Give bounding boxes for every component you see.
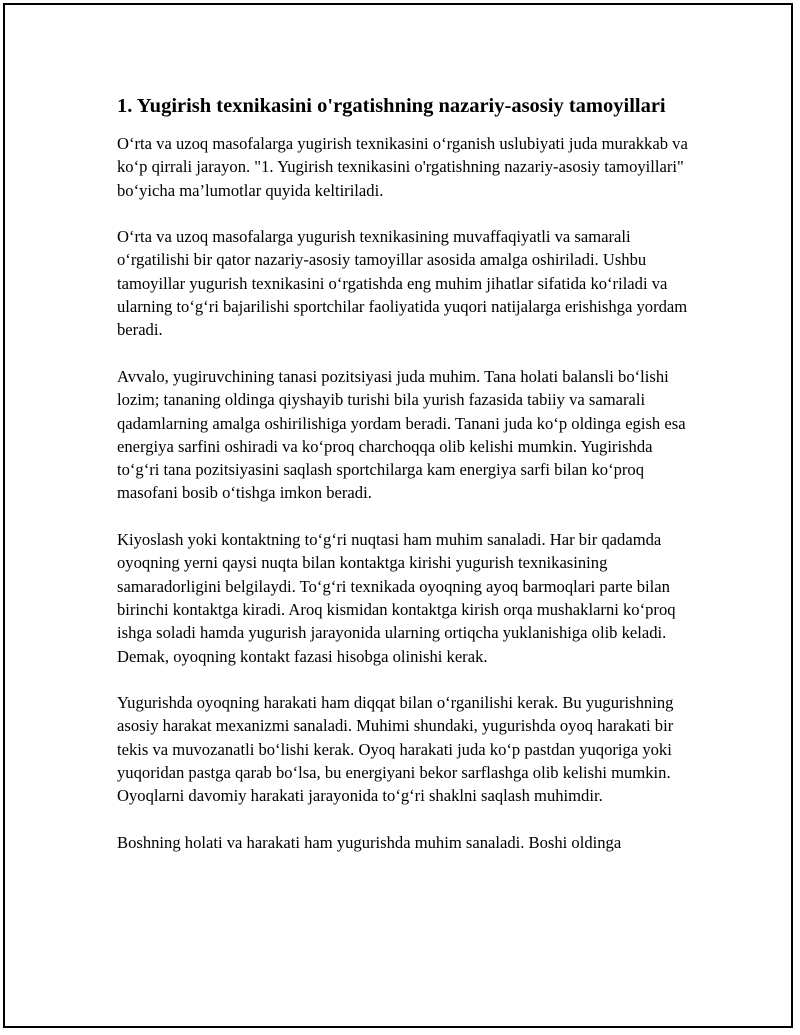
paragraph-contact-point: Kiyoslash yoki kontaktning to‘g‘ri nuqtasi ham muhim sanaladi. Har bir qadamda oyoqning yerni qaysi nuqta bilan kontaktga kirishi yugurish texnikasining samaradorligini belgilaydi. To‘g‘ri texnikada oyoqning ayoq barmoqlari parte bilan birinchi kontaktga kiradi. Aroq kismidan kontaktga kirish orqa mushaklarni ko‘proq ishga soladi hamda yugurish jarayonida ularning ortiqcha yuklanishiga olib keladi. Demak, oyoqning kontakt fazasi hisobga olinishi kerak. bbox=[117, 530, 676, 666]
paragraph-principles: O‘rta va uzoq masofalarga yugurish texnikasining muvaffaqiyatli va samarali o‘rgatilishi bir qator nazariy-asosiy tamoyillar asosida amalga oshiriladi. Ushbu tamoyillar yugurish texnikasini o‘rgatishda eng muhim jihatlar sifatida ko‘riladi va ularning to‘g‘ri bajarilishi sportchilar faoliyatida yuqori natijalarga erishishga yordam beradi. bbox=[117, 227, 688, 340]
paragraph-body-position: Avvalo, yugiruvchining tanasi pozitsiyasi juda muhim. Tana holati balansli bo‘lishi lozim; tananing oldinga qiyshayib turishi bila yurish fazasida tabiiy va samarali qadamlarning amalga oshirilishiga yordam beradi. Tanani juda ko‘p oldinga egish esa energiya sarfini oshiradi va ko‘proq charchoqqa olib kelishi mumkin. Yugirishda to‘g‘ri tana pozitsiyasini saqlash sportchilarga kam energiya sarfi bilan ko‘proq masofani bosib o‘tishga imkon beradi. bbox=[117, 366, 686, 503]
document-title: 1. Yugirish texnikasini o'rgatishning nazariy-asosiy tamoyillari bbox=[117, 95, 666, 117]
paragraph-intro: O‘rta va uzoq masofalarga yugirish texnikasini o‘rganish uslubiyati juda murakkab va ko‘p qirrali jarayon. "1. Yugirish texnikasini o'rgatishning nazariy-asosiy tamoyillari" bo‘yicha ma’lumotlar quyida keltiriladi. bbox=[117, 134, 688, 200]
paragraph-leg-movement: Yugurishda oyoqning harakati ham diqqat bilan o‘rganilishi kerak. Bu yugurishning asosiy harakat mexanizmi sanaladi. Muhimi shundaki, yugurishda oyoq harakati bir tekis va muvozanatli bo‘lishi kerak. Oyoq harakati juda ko‘p pastdan yuqoriga yoki yuqoridan pastga qarab bo‘lsa, bu energiyani bekor sarflashga olib kelishi mumkin. Oyoqlarni davomiy harakati jarayonida to‘g‘ri shaklni saqlash muhimdir. bbox=[117, 693, 674, 806]
paragraph-head-position: Boshning holati va harakati ham yugurishda muhim sanaladi. Boshi oldinga bbox=[117, 832, 622, 852]
document-body bbox=[117, 93, 697, 878]
